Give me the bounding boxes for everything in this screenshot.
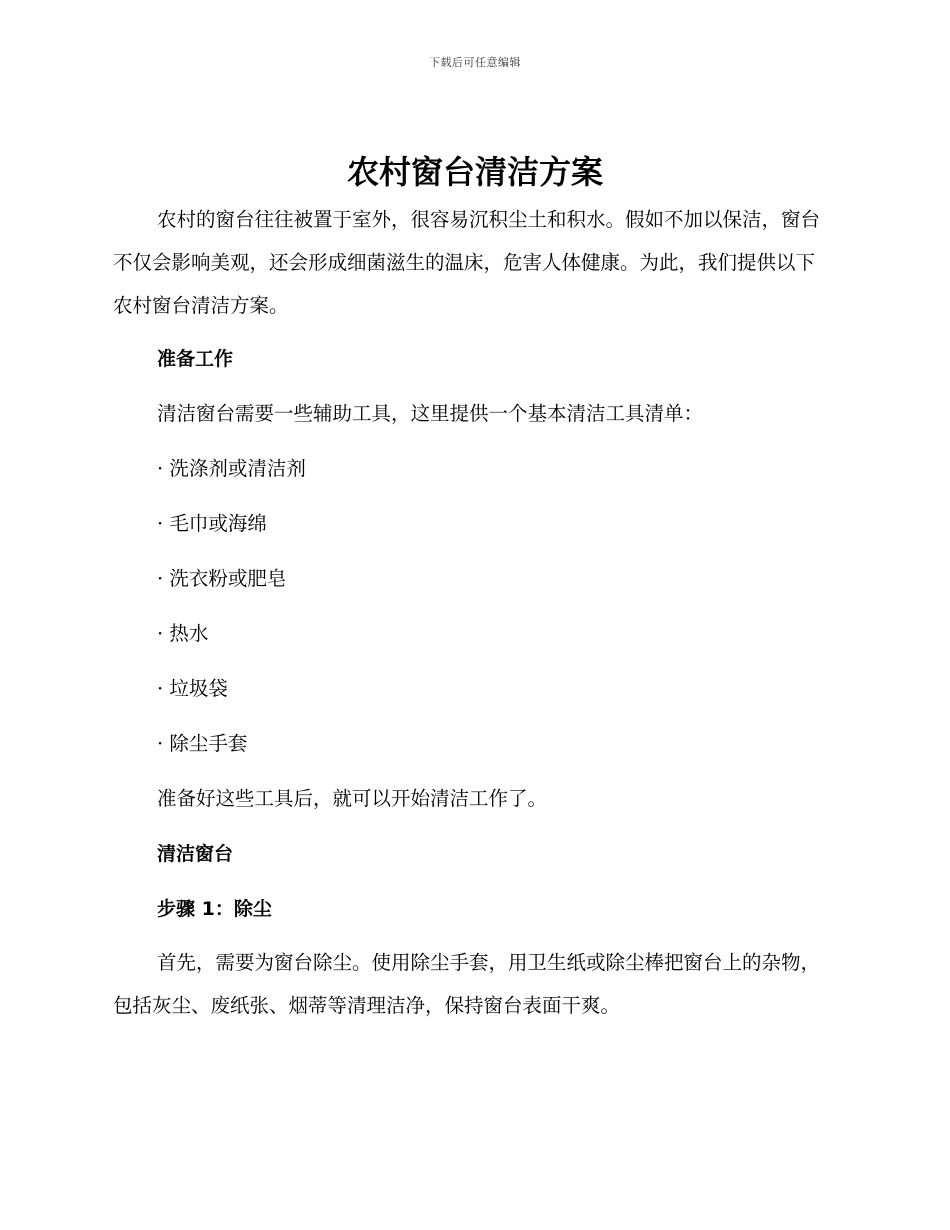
section-heading-clean: 清洁窗台: [157, 843, 234, 865]
document-title: 农村窗台清洁方案: [346, 153, 603, 191]
tool-list-item: · 热水: [157, 622, 209, 645]
tool-list-item: · 垃圾袋: [157, 677, 228, 700]
intro-paragraph: 农村的窗台往往被置于室外，很容易沉积尘土和积水。假如不加以保洁，窗台不仅会影响美观，还会形成细菌滋生的温床，危害人体健康。为此，我们提供以下农村窗台清洁方案。: [113, 208, 821, 317]
page-header-note: 下载后可任意编辑: [429, 56, 521, 69]
tool-list-item: · 除尘手套: [157, 732, 248, 755]
section-heading-prep: 准备工作: [157, 348, 234, 370]
tool-list-item: · 洗衣粉或肥皂: [157, 567, 287, 590]
tool-list-item: · 洗涤剂或清洁剂: [157, 457, 306, 480]
step1-paragraph: 首先，需要为窗台除尘。使用除尘手套，用卫生纸或除尘棒把窗台上的杂物，包括灰尘、废纸张、烟蒂等清理洁净，保持窗台表面干爽。: [113, 951, 821, 1017]
step1-heading: 步骤 1：除尘: [157, 898, 272, 920]
tool-list-item: · 毛巾或海绵: [157, 512, 267, 535]
prep-closing-text: 准备好这些工具后，就可以开始清洁工作了。: [157, 787, 548, 810]
prep-lead-text: 清洁窗台需要一些辅助工具，这里提供一个基本清洁工具清单：: [157, 402, 704, 425]
